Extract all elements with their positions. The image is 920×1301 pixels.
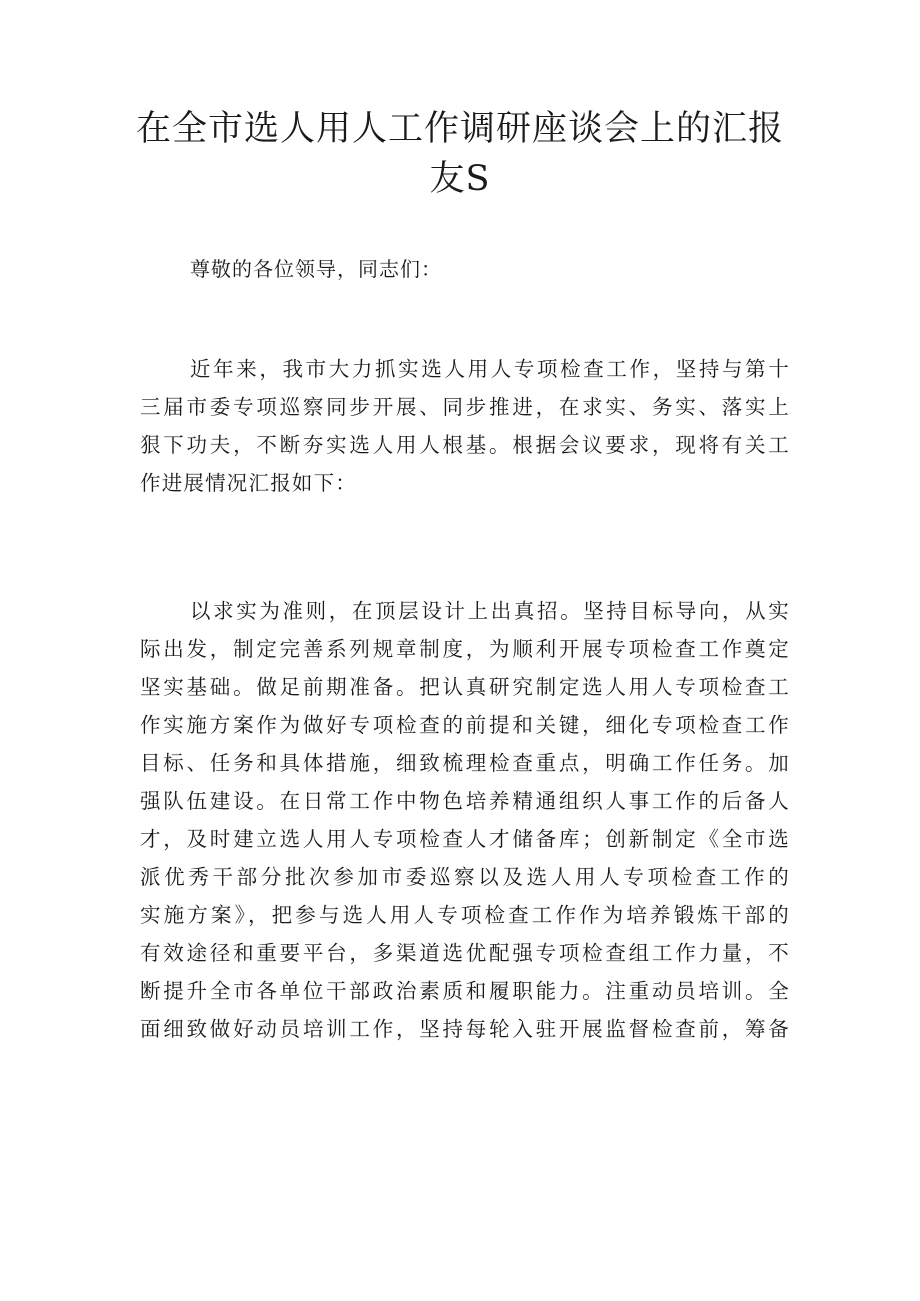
paragraph-line: 有效途径和重要平台，多渠道选优配强专项检查组工作力量，不 <box>140 941 790 965</box>
document-title <box>120 104 800 204</box>
paragraph-line: 际出发，制定完善系列规章制度，为顺利开展专项检查工作奠定 <box>140 637 790 661</box>
title-line-2: 友S <box>429 159 491 199</box>
paragraph-line: 面细致做好动员培训工作，坚持每轮入驻开展监督检查前，筹备 <box>140 1017 790 1041</box>
paragraph-line: 作进展情况汇报如下： <box>140 471 357 495</box>
paragraph-intro <box>140 350 790 502</box>
paragraph-line: 以求实为准则，在顶层设计上出真招。坚持目标导向，从实 <box>190 599 790 623</box>
paragraph-line: 才，及时建立选人用人专项检查人才储备库；创新制定《全市选 <box>140 827 790 851</box>
salutation: 尊敬的各位领导，同志们： <box>190 257 442 281</box>
title-line-1: 在全市选人用人工作调研座谈会上的汇报 <box>135 109 784 149</box>
paragraph-line: 断提升全市各单位干部政治素质和履职能力。注重动员培训。全 <box>140 979 790 1003</box>
paragraph-line: 作实施方案作为做好专项检查的前提和关键，细化专项检查工作 <box>140 713 790 737</box>
paragraph-main <box>140 592 790 1048</box>
paragraph-line: 近年来，我市大力抓实选人用人专项检查工作，坚持与第十 <box>190 357 790 381</box>
paragraph-line: 目标、任务和具体措施，细致梳理检查重点，明确工作任务。加 <box>140 751 790 775</box>
paragraph-line: 实施方案》，把参与选人用人专项检查工作作为培养锻炼干部的 <box>140 903 790 927</box>
paragraph-line: 狠下功夫，不断夯实选人用人根基。根据会议要求，现将有关工 <box>140 433 790 457</box>
paragraph-line: 三届市委专项巡察同步开展、同步推进，在求实、务实、落实上 <box>140 395 790 419</box>
paragraph-line: 坚实基础。做足前期准备。把认真研究制定选人用人专项检查工 <box>140 675 790 699</box>
paragraph-line: 强队伍建设。在日常工作中物色培养精通组织人事工作的后备人 <box>140 789 790 813</box>
paragraph-line: 派优秀干部分批次参加市委巡察以及选人用人专项检查工作的 <box>140 865 790 889</box>
